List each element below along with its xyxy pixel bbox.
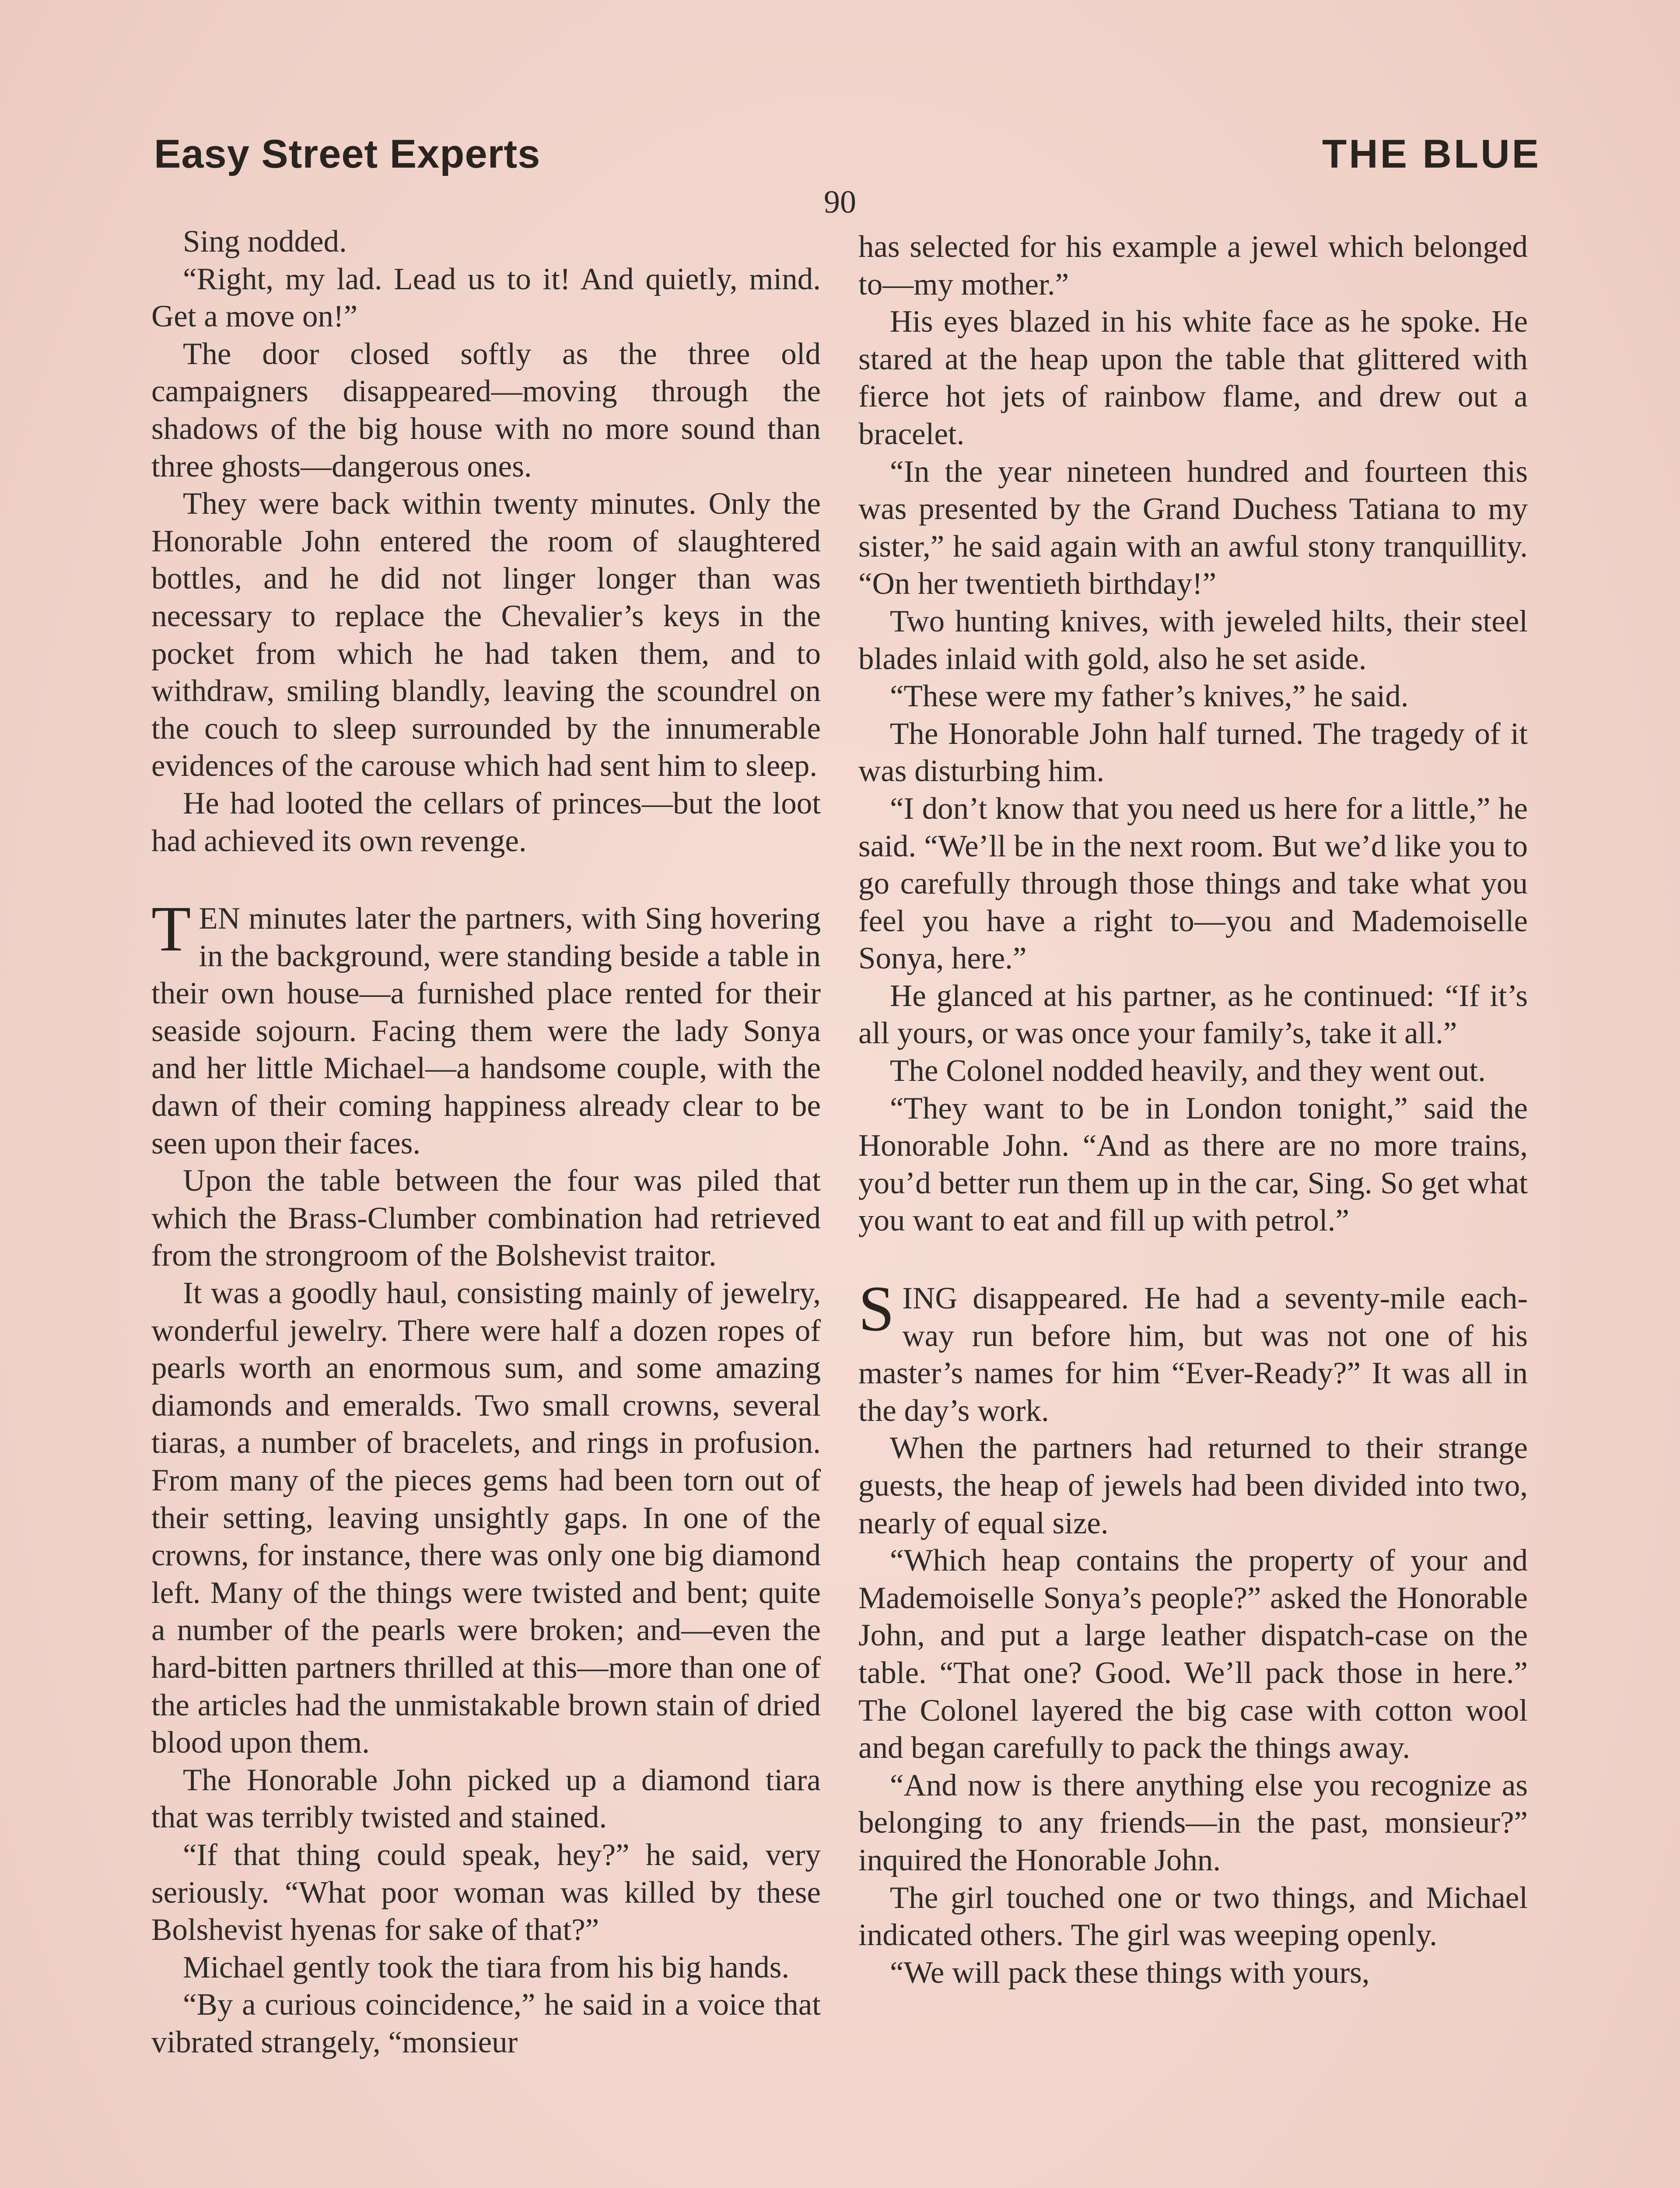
page-number: 90 xyxy=(824,184,856,220)
paragraph: “And now is there anything else you recognize as belonging to any friends—in the past, monsieur?” inquired the Honorable John. xyxy=(858,1768,1528,1877)
paragraph: “By a curious coincidence,” he said in a voice that vibrated strangely, “monsieur xyxy=(151,1988,821,2059)
paragraph: They were back within twenty minutes. Only the Honorable John entered the room of slaughtered bottles, and he did not linger longer than was necessary to replace the Chevalier’s keys in the pocket from which he had taken them, and to withdraw, smiling blandly, leaving the scoundrel on the couch to sleep surrounded by the innumerable evidences of the carouse which had sent him to sleep. xyxy=(151,487,821,783)
paragraph: “If that thing could speak, hey?” he said, very seriously. “What poor woman was killed by these Bolshevist hyenas for sake of that?” xyxy=(151,1837,821,1947)
paragraph: has selected for his example a jewel which belonged to—my mother.” xyxy=(858,230,1528,302)
running-title-left: Easy Street Experts xyxy=(154,132,541,176)
paragraph: “These were my father’s knives,” he said. xyxy=(890,679,1409,714)
paragraph: “We will pack these things with yours, xyxy=(890,1955,1370,1990)
running-title-right: THE BLUE xyxy=(1322,132,1541,176)
paragraph: The Honorable John picked up a diamond tiara that was terribly twisted and stained. xyxy=(151,1763,821,1835)
paragraph: Two hunting knives, with jeweled hilts, their steel blades inlaid with gold, also he set aside. xyxy=(858,604,1528,676)
drop-cap: T xyxy=(151,893,191,965)
paragraph: The door closed softly as the three old campaigners disappeared—moving through the shadows of the big house with no more sound than three ghosts—dangerous ones. xyxy=(151,337,821,484)
paragraph: He had looted the cellars of princes—but the loot had achieved its own revenge. xyxy=(151,786,821,858)
paragraph: Michael gently took the tiara from his big hands. xyxy=(183,1950,790,1985)
paragraph: It was a goodly haul, consisting mainly of jewelry, wonderful jewelry. There were half a dozen ropes of pearls worth an enormous sum, and some amazing diamonds and emeralds. Two small crowns, several tiaras, a number of bracelets, and rings in profusion. From many of the pieces gems had been torn out of their setting, leaving unsightly gaps. In one of the crowns, for instance, there was only one big diamond left. Many of the things were twisted and bent; quite a number of the pearls were broken; and—even the hard-bitten partners thrilled at this—more than one of the articles had the unmistakable brown stain of dried blood upon them. xyxy=(151,1276,821,1760)
paragraph: The Honorable John half turned. The tragedy of it was disturbing him. xyxy=(858,716,1528,789)
section-opening-paragraph xyxy=(858,1273,1528,1430)
paragraph-text: EN minutes later the partners, with Sing hovering in the background, were standing beside a table in their own house—a furnished place rented for their seaside sojourn. Facing them were the lady Sonya and her little Michael—a handsome couple, with the dawn of their coming happiness already clear to be seen upon their faces. xyxy=(151,901,821,1161)
paragraph: “Right, my lad. Lead us to it! And quietly, mind. Get a move on!” xyxy=(151,262,821,334)
left-text-column xyxy=(151,223,821,2062)
paragraph: He glanced at his partner, as he continued: “If it’s all yours, or was once your family’s, take it all.” xyxy=(858,978,1528,1051)
paragraph: His eyes blazed in his white face as he spoke. He stared at the heap upon the table that glittered with fierce hot jets of rainbow flame, and drew out a bracelet. xyxy=(858,305,1528,451)
paragraph: The Colonel nodded heavily, and they went out. xyxy=(890,1054,1486,1088)
paragraph: “Which heap contains the property of your and Mademoiselle Sonya’s people?” asked the Honorable John, and put a large leather dispatch-case on the table. “That one? Good. We’ll pack those in here.” The Colonel layered the big case with cotton wool and began carefully to pack the things away. xyxy=(858,1543,1528,1765)
paragraph: The girl touched one or two things, and Michael indicated others. The girl was weeping openly. xyxy=(858,1880,1528,1953)
paragraph: “They want to be in London tonight,” said the Honorable John. “And as there are no more trains, you’d better run them up in the car, Sing. So get what you want to eat and fill up with petrol.” xyxy=(858,1091,1528,1238)
paragraph: Sing nodded. xyxy=(183,224,347,259)
paragraph: “In the year nineteen hundred and fourteen this was presented by the Grand Duchess Tatiana to my sister,” he said again with an awful stony tranquillity. “On her twentieth birthday!” xyxy=(858,454,1528,601)
paragraph: “I don’t know that you need us here for a little,” he said. “We’ll be in the next room. But we’d like you to go carefully through those things and take what you feel you have a right to—you and Mademoiselle Sonya, here.” xyxy=(858,791,1528,976)
right-text-column xyxy=(858,228,1528,1992)
paragraph-text: ING disappeared. He had a seventy-mile each-way run before him, but was not one of his master’s names for him “Ever-Ready?” It was all in the day’s work. xyxy=(858,1281,1528,1428)
drop-cap: S xyxy=(858,1273,895,1345)
paragraph: When the partners had returned to their strange guests, the heap of jewels had been divided into two, nearly of equal size. xyxy=(858,1431,1528,1540)
paragraph: Upon the table between the four was piled that which the Brass-Clumber combination had retrieved from the strongroom of the Bolshevist traitor. xyxy=(151,1164,821,1273)
section-opening-paragraph xyxy=(151,893,821,1162)
